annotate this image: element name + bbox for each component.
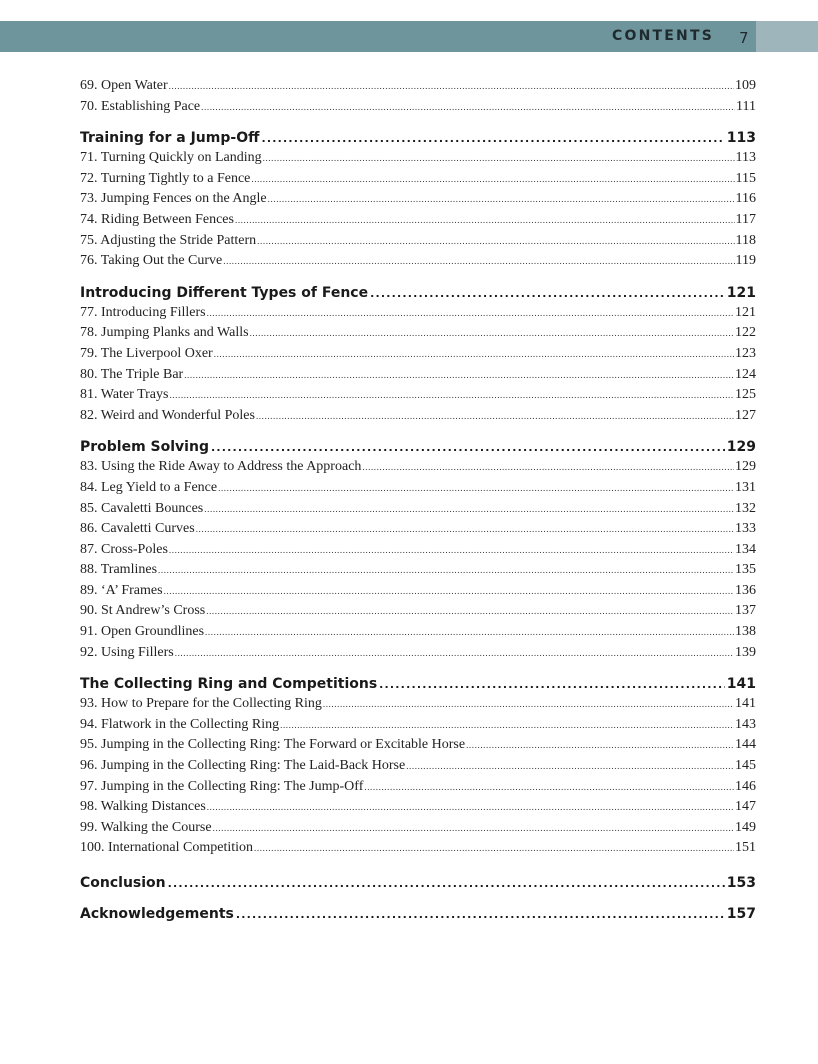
- toc-entry-page: 119: [735, 253, 756, 269]
- running-header-tab: [756, 21, 818, 52]
- toc-entry[interactable]: [80, 756, 756, 777]
- toc-entry-page: 135: [735, 562, 756, 578]
- dot-leader: [257, 231, 734, 252]
- toc-entry[interactable]: [80, 406, 756, 427]
- dot-leader: [370, 284, 725, 303]
- dot-leader: [164, 581, 734, 602]
- toc-entry-page: 109: [735, 78, 756, 93]
- toc-entry-page: 122: [735, 325, 756, 341]
- dot-leader: [236, 905, 725, 924]
- toc-entry-title: 76. Taking Out the Curve: [80, 253, 223, 269]
- dot-leader: [223, 251, 734, 272]
- toc-section-page: 141: [726, 676, 756, 693]
- toc-entry-page: 149: [735, 819, 756, 835]
- toc-entry-page: 137: [735, 603, 756, 619]
- toc-entry-title: 98. Walking Distances: [80, 799, 206, 815]
- toc-entry-page: 147: [735, 799, 756, 815]
- toc-entry-title: 81. Water Trays: [80, 387, 169, 403]
- toc-entry-page: 138: [735, 624, 756, 640]
- dot-leader: [256, 406, 734, 427]
- toc-entry[interactable]: [80, 385, 756, 406]
- toc-entry[interactable]: [80, 519, 756, 540]
- toc-section-title: Conclusion: [80, 875, 166, 891]
- toc-entry-title: 71. Turning Quickly on Landing: [80, 150, 262, 166]
- toc-acknowledgements[interactable]: [80, 904, 756, 924]
- dot-leader: [251, 169, 734, 190]
- toc-section-heading[interactable]: [80, 128, 756, 148]
- dot-leader: [169, 76, 734, 97]
- toc-entry-title: 86. Cavaletti Curves: [80, 521, 195, 537]
- toc-entry-title: 84. Leg Yield to a Fence: [80, 479, 218, 495]
- toc-entry[interactable]: [80, 76, 756, 97]
- dot-leader: [196, 519, 734, 540]
- toc-section-page: 129: [726, 439, 756, 456]
- toc-entry-title: 83. Using the Ride Away to Address the Approach: [80, 459, 362, 475]
- toc-section-title: Problem Solving: [80, 439, 209, 456]
- toc-entry-title: 99. Walking the Course: [80, 819, 212, 835]
- dot-leader: [169, 385, 734, 406]
- toc-entry[interactable]: [80, 303, 756, 324]
- toc-entry-page: 118: [735, 232, 756, 248]
- dot-leader: [466, 735, 734, 756]
- dot-leader: [206, 601, 734, 622]
- toc-entry[interactable]: [80, 777, 756, 798]
- toc-conclusion[interactable]: [80, 873, 756, 893]
- toc-section-title: Training for a Jump-Off: [80, 130, 260, 147]
- toc-entry-page: 146: [735, 778, 756, 794]
- toc-entry-page: 111: [736, 98, 756, 114]
- toc-entry[interactable]: [80, 251, 756, 272]
- dot-leader: [218, 478, 734, 499]
- toc-entry-page: 131: [735, 479, 756, 495]
- toc-section-title: Introducing Different Types of Fence: [80, 284, 369, 301]
- toc-entry[interactable]: [80, 344, 756, 365]
- toc-entry-title: 72. Turning Tightly to a Fence: [80, 170, 251, 186]
- toc-entry-page: 125: [735, 387, 756, 403]
- toc-section-heading[interactable]: [80, 437, 756, 457]
- toc-entry[interactable]: [80, 210, 756, 231]
- dot-leader: [268, 189, 735, 210]
- toc-entry[interactable]: [80, 189, 756, 210]
- toc-entry[interactable]: [80, 499, 756, 520]
- toc-section-heading[interactable]: [80, 674, 756, 694]
- toc-entry[interactable]: [80, 797, 756, 818]
- toc-entry-title: 92. Using Fillers: [80, 644, 174, 660]
- toc-entry[interactable]: [80, 540, 756, 561]
- toc-entry-title: 80. The Triple Bar: [80, 366, 184, 382]
- dot-leader: [158, 560, 734, 581]
- toc-entry-title: 87. Cross-Poles: [80, 541, 168, 557]
- dot-leader: [168, 874, 725, 893]
- dot-leader: [362, 457, 734, 478]
- toc-entry-page: 141: [735, 696, 756, 712]
- toc-entry-page: 124: [735, 366, 756, 382]
- dot-leader: [235, 210, 735, 231]
- toc-entry[interactable]: [80, 818, 756, 839]
- toc-entry-page: 116: [735, 191, 756, 207]
- toc-entry-page: 136: [735, 582, 756, 598]
- dot-leader: [207, 303, 734, 324]
- dot-leader: [261, 129, 724, 148]
- toc-entry-page: 117: [735, 211, 756, 227]
- dot-leader: [214, 344, 734, 365]
- dot-leader: [250, 323, 734, 344]
- toc-entry[interactable]: [80, 97, 756, 118]
- dot-leader: [406, 756, 734, 777]
- toc-section-title: Acknowledgements: [80, 906, 234, 922]
- dot-leader: [204, 499, 734, 520]
- toc-entry-page: 144: [735, 737, 756, 753]
- toc-entry[interactable]: [80, 643, 756, 664]
- running-header-title: CONTENTS: [612, 28, 714, 44]
- toc-entry-title: 90. St Andrew’s Cross: [80, 603, 206, 619]
- toc-entry[interactable]: [80, 148, 756, 169]
- toc-entry-title: 75. Adjusting the Stride Pattern: [80, 232, 257, 248]
- toc-entry-title: 74. Riding Between Fences: [80, 211, 234, 227]
- toc-section-page: 157: [726, 906, 756, 922]
- toc-entry-page: 113: [735, 150, 756, 166]
- toc-entry-page: 115: [735, 170, 756, 186]
- dot-leader: [254, 838, 734, 859]
- toc-entry-title: 82. Weird and Wonderful Poles: [80, 407, 255, 423]
- toc-entry-page: 143: [735, 716, 756, 732]
- toc-entry-page: 132: [735, 500, 756, 516]
- toc-entry-title: 97. Jumping in the Collecting Ring: The Jump-Off: [80, 778, 364, 794]
- dot-leader: [175, 643, 734, 664]
- dot-leader: [211, 438, 725, 457]
- dot-leader: [169, 540, 734, 561]
- toc-entry-title: 88. Tramlines: [80, 562, 158, 578]
- toc-entry[interactable]: [80, 601, 756, 622]
- toc-entry[interactable]: [80, 735, 756, 756]
- toc-entry[interactable]: [80, 581, 756, 602]
- toc-section-heading[interactable]: [80, 283, 756, 303]
- toc-entry[interactable]: [80, 560, 756, 581]
- dot-leader: [280, 715, 734, 736]
- toc-entry-page: 134: [735, 541, 756, 557]
- toc-entry[interactable]: [80, 715, 756, 736]
- toc-entry-title: 77. Introducing Fillers: [80, 304, 206, 320]
- toc-entry-title: 93. How to Prepare for the Collecting Ring: [80, 696, 322, 712]
- toc-entry-title: 96. Jumping in the Collecting Ring: The Laid-Back Horse: [80, 758, 406, 774]
- toc-entry-title: 85. Cavaletti Bounces: [80, 500, 204, 516]
- dot-leader: [207, 797, 734, 818]
- dot-leader: [205, 622, 734, 643]
- dot-leader: [184, 365, 734, 386]
- toc-entry[interactable]: [80, 231, 756, 252]
- toc-section-page: 153: [726, 875, 756, 891]
- dot-leader: [263, 148, 735, 169]
- toc-entry[interactable]: [80, 323, 756, 344]
- toc-entry-title: 73. Jumping Fences on the Angle: [80, 191, 267, 207]
- toc-entry-title: 94. Flatwork in the Collecting Ring: [80, 716, 280, 732]
- toc-entry-title: 89. ‘A’ Frames: [80, 582, 163, 598]
- dot-leader: [213, 818, 734, 839]
- toc-entry[interactable]: [80, 694, 756, 715]
- dot-leader: [201, 97, 735, 118]
- toc-entry-title: 100. International Competition: [80, 840, 254, 856]
- toc-entry-page: 123: [735, 345, 756, 361]
- toc-entry-page: 133: [735, 521, 756, 537]
- table-of-contents: [80, 76, 756, 924]
- toc-entry-title: 78. Jumping Planks and Walls: [80, 325, 249, 341]
- toc-section-page: 121: [726, 284, 756, 301]
- toc-entry-title: 79. The Liverpool Oxer: [80, 345, 213, 361]
- toc-entry[interactable]: [80, 169, 756, 190]
- toc-entry-title: 70. Establishing Pace: [80, 98, 201, 114]
- toc-entry[interactable]: [80, 457, 756, 478]
- toc-entry-page: 127: [735, 407, 756, 423]
- toc-entry[interactable]: [80, 838, 756, 859]
- toc-entry-title: 95. Jumping in the Collecting Ring: The Forward or Excitable Horse: [80, 737, 466, 753]
- toc-section-page: 113: [726, 130, 756, 147]
- toc-entry-page: 151: [735, 840, 756, 856]
- toc-entry-title: 69. Open Water: [80, 78, 168, 93]
- toc-section-title: The Collecting Ring and Competitions: [80, 676, 378, 693]
- page-number: 7: [739, 29, 749, 47]
- toc-entry[interactable]: [80, 478, 756, 499]
- dot-leader: [379, 675, 725, 694]
- toc-entry[interactable]: [80, 622, 756, 643]
- dot-leader: [364, 777, 734, 798]
- toc-entry-page: 129: [735, 459, 756, 475]
- toc-entry-page: 139: [735, 644, 756, 660]
- toc-entry[interactable]: [80, 365, 756, 386]
- toc-entry-page: 121: [735, 304, 756, 320]
- toc-entry-page: 145: [735, 758, 756, 774]
- toc-entry-title: 91. Open Groundlines: [80, 624, 205, 640]
- dot-leader: [323, 694, 734, 715]
